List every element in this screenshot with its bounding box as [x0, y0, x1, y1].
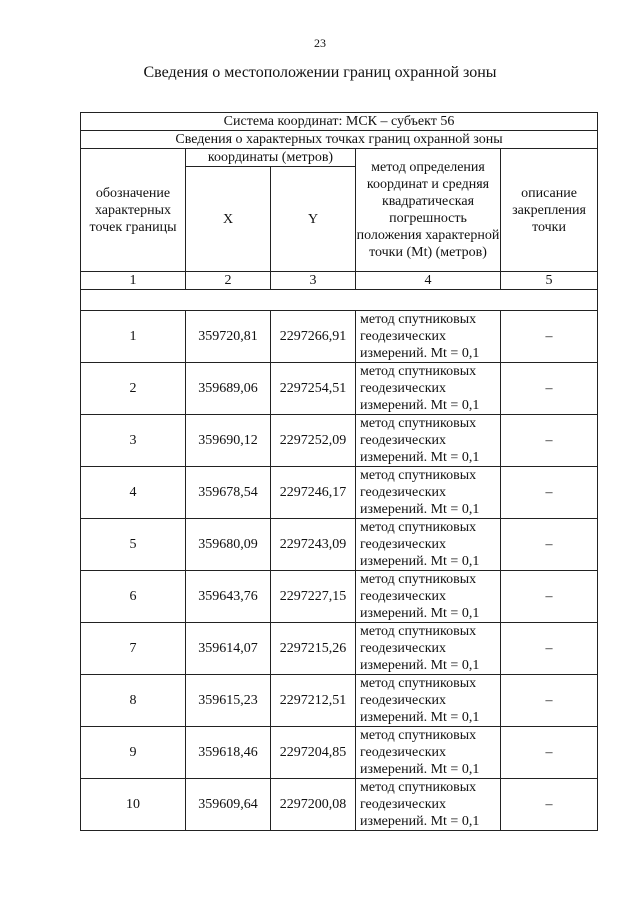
point-id: 4	[81, 467, 186, 519]
method-line: метод спутниковых	[360, 572, 477, 587]
table-row	[81, 415, 598, 467]
column-number: 3	[271, 272, 356, 290]
method-line: метод спутниковых	[360, 416, 477, 431]
method-line: метод спутниковых	[360, 312, 477, 327]
coord-y: 2297246,17	[271, 467, 356, 519]
table-row	[81, 571, 598, 623]
method-line: измерений. Mt = 0,1	[360, 606, 480, 621]
fixing-description: –	[501, 311, 598, 363]
coord-y: 2297212,51	[271, 675, 356, 727]
header-x: X	[186, 167, 271, 272]
blank-row	[81, 290, 598, 311]
point-id: 10	[81, 779, 186, 831]
method-line: измерений. Mt = 0,1	[360, 814, 480, 829]
boundary-points-table	[80, 112, 598, 831]
coord-x: 359614,07	[186, 623, 271, 675]
header-method: метод определения координат и средняя квадратическая погрешность положения характерной точки (Mt) (метров)	[356, 149, 501, 272]
method-line: геодезических	[360, 745, 447, 760]
method-cell	[356, 415, 501, 467]
fixing-description: –	[501, 779, 598, 831]
coord-y: 2297252,09	[271, 415, 356, 467]
column-number: 5	[501, 272, 598, 290]
coord-x: 359690,12	[186, 415, 271, 467]
method-line: измерений. Mt = 0,1	[360, 710, 480, 725]
document-title: Сведения о местоположении границ охранной зоны	[143, 64, 497, 81]
point-id: 8	[81, 675, 186, 727]
point-id: 9	[81, 727, 186, 779]
point-id: 3	[81, 415, 186, 467]
method-cell	[356, 623, 501, 675]
method-line: метод спутниковых	[360, 728, 477, 743]
page-number: 23	[314, 36, 326, 50]
point-id: 7	[81, 623, 186, 675]
method-line: метод спутниковых	[360, 676, 477, 691]
header-point-designation: обозначение характерных точек границы	[81, 149, 186, 272]
column-number: 4	[356, 272, 501, 290]
method-cell	[356, 779, 501, 831]
coord-y: 2297227,15	[271, 571, 356, 623]
header-y: Y	[271, 167, 356, 272]
point-id: 1	[81, 311, 186, 363]
coord-y: 2297243,09	[271, 519, 356, 571]
fixing-description: –	[501, 467, 598, 519]
method-line: геодезических	[360, 641, 447, 656]
method-line: измерений. Mt = 0,1	[360, 658, 480, 673]
fixing-description: –	[501, 727, 598, 779]
coord-y: 2297200,08	[271, 779, 356, 831]
method-line: метод спутниковых	[360, 780, 477, 795]
fixing-description: –	[501, 675, 598, 727]
coord-x: 359720,81	[186, 311, 271, 363]
method-line: геодезических	[360, 485, 447, 500]
method-line: измерений. Mt = 0,1	[360, 762, 480, 777]
method-line: метод спутниковых	[360, 520, 477, 535]
method-cell	[356, 675, 501, 727]
method-line: геодезических	[360, 433, 447, 448]
table-row	[81, 519, 598, 571]
header-fixing-description: описание закрепления точки	[501, 149, 598, 272]
fixing-description: –	[501, 415, 598, 467]
coord-x: 359689,06	[186, 363, 271, 415]
method-line: геодезических	[360, 589, 447, 604]
fixing-description: –	[501, 571, 598, 623]
method-line: измерений. Mt = 0,1	[360, 346, 480, 361]
method-line: метод спутниковых	[360, 468, 477, 483]
coord-x: 359678,54	[186, 467, 271, 519]
method-cell	[356, 571, 501, 623]
coord-y: 2297204,85	[271, 727, 356, 779]
coord-y: 2297266,91	[271, 311, 356, 363]
coord-x: 359643,76	[186, 571, 271, 623]
point-id: 5	[81, 519, 186, 571]
method-line: измерений. Mt = 0,1	[360, 398, 480, 413]
table-row	[81, 623, 598, 675]
coord-y: 2297254,51	[271, 363, 356, 415]
point-id: 6	[81, 571, 186, 623]
fixing-description: –	[501, 519, 598, 571]
method-cell	[356, 363, 501, 415]
column-number: 2	[186, 272, 271, 290]
method-line: геодезических	[360, 537, 447, 552]
method-line: измерений. Mt = 0,1	[360, 554, 480, 569]
method-line: геодезических	[360, 329, 447, 344]
coord-x: 359609,64	[186, 779, 271, 831]
method-line: измерений. Mt = 0,1	[360, 450, 480, 465]
method-cell	[356, 519, 501, 571]
table-row	[81, 311, 598, 363]
header-coordinates: координаты (метров)	[186, 149, 356, 167]
method-line: геодезических	[360, 797, 447, 812]
table-row	[81, 363, 598, 415]
column-number: 1	[81, 272, 186, 290]
method-line: геодезических	[360, 693, 447, 708]
method-cell	[356, 311, 501, 363]
table-row	[81, 675, 598, 727]
fixing-description: –	[501, 363, 598, 415]
coordinate-system-row: Система координат: МСК – субъект 56	[81, 113, 598, 131]
method-line: измерений. Mt = 0,1	[360, 502, 480, 517]
boundary-info-row: Сведения о характерных точках границ охранной зоны	[81, 131, 598, 149]
table-row	[81, 467, 598, 519]
method-cell	[356, 467, 501, 519]
method-line: геодезических	[360, 381, 447, 396]
fixing-description: –	[501, 623, 598, 675]
table-row	[81, 727, 598, 779]
method-line: метод спутниковых	[360, 364, 477, 379]
coord-y: 2297215,26	[271, 623, 356, 675]
coord-x: 359680,09	[186, 519, 271, 571]
coord-x: 359618,46	[186, 727, 271, 779]
method-cell	[356, 727, 501, 779]
table-row	[81, 779, 598, 831]
coord-x: 359615,23	[186, 675, 271, 727]
method-line: метод спутниковых	[360, 624, 477, 639]
point-id: 2	[81, 363, 186, 415]
